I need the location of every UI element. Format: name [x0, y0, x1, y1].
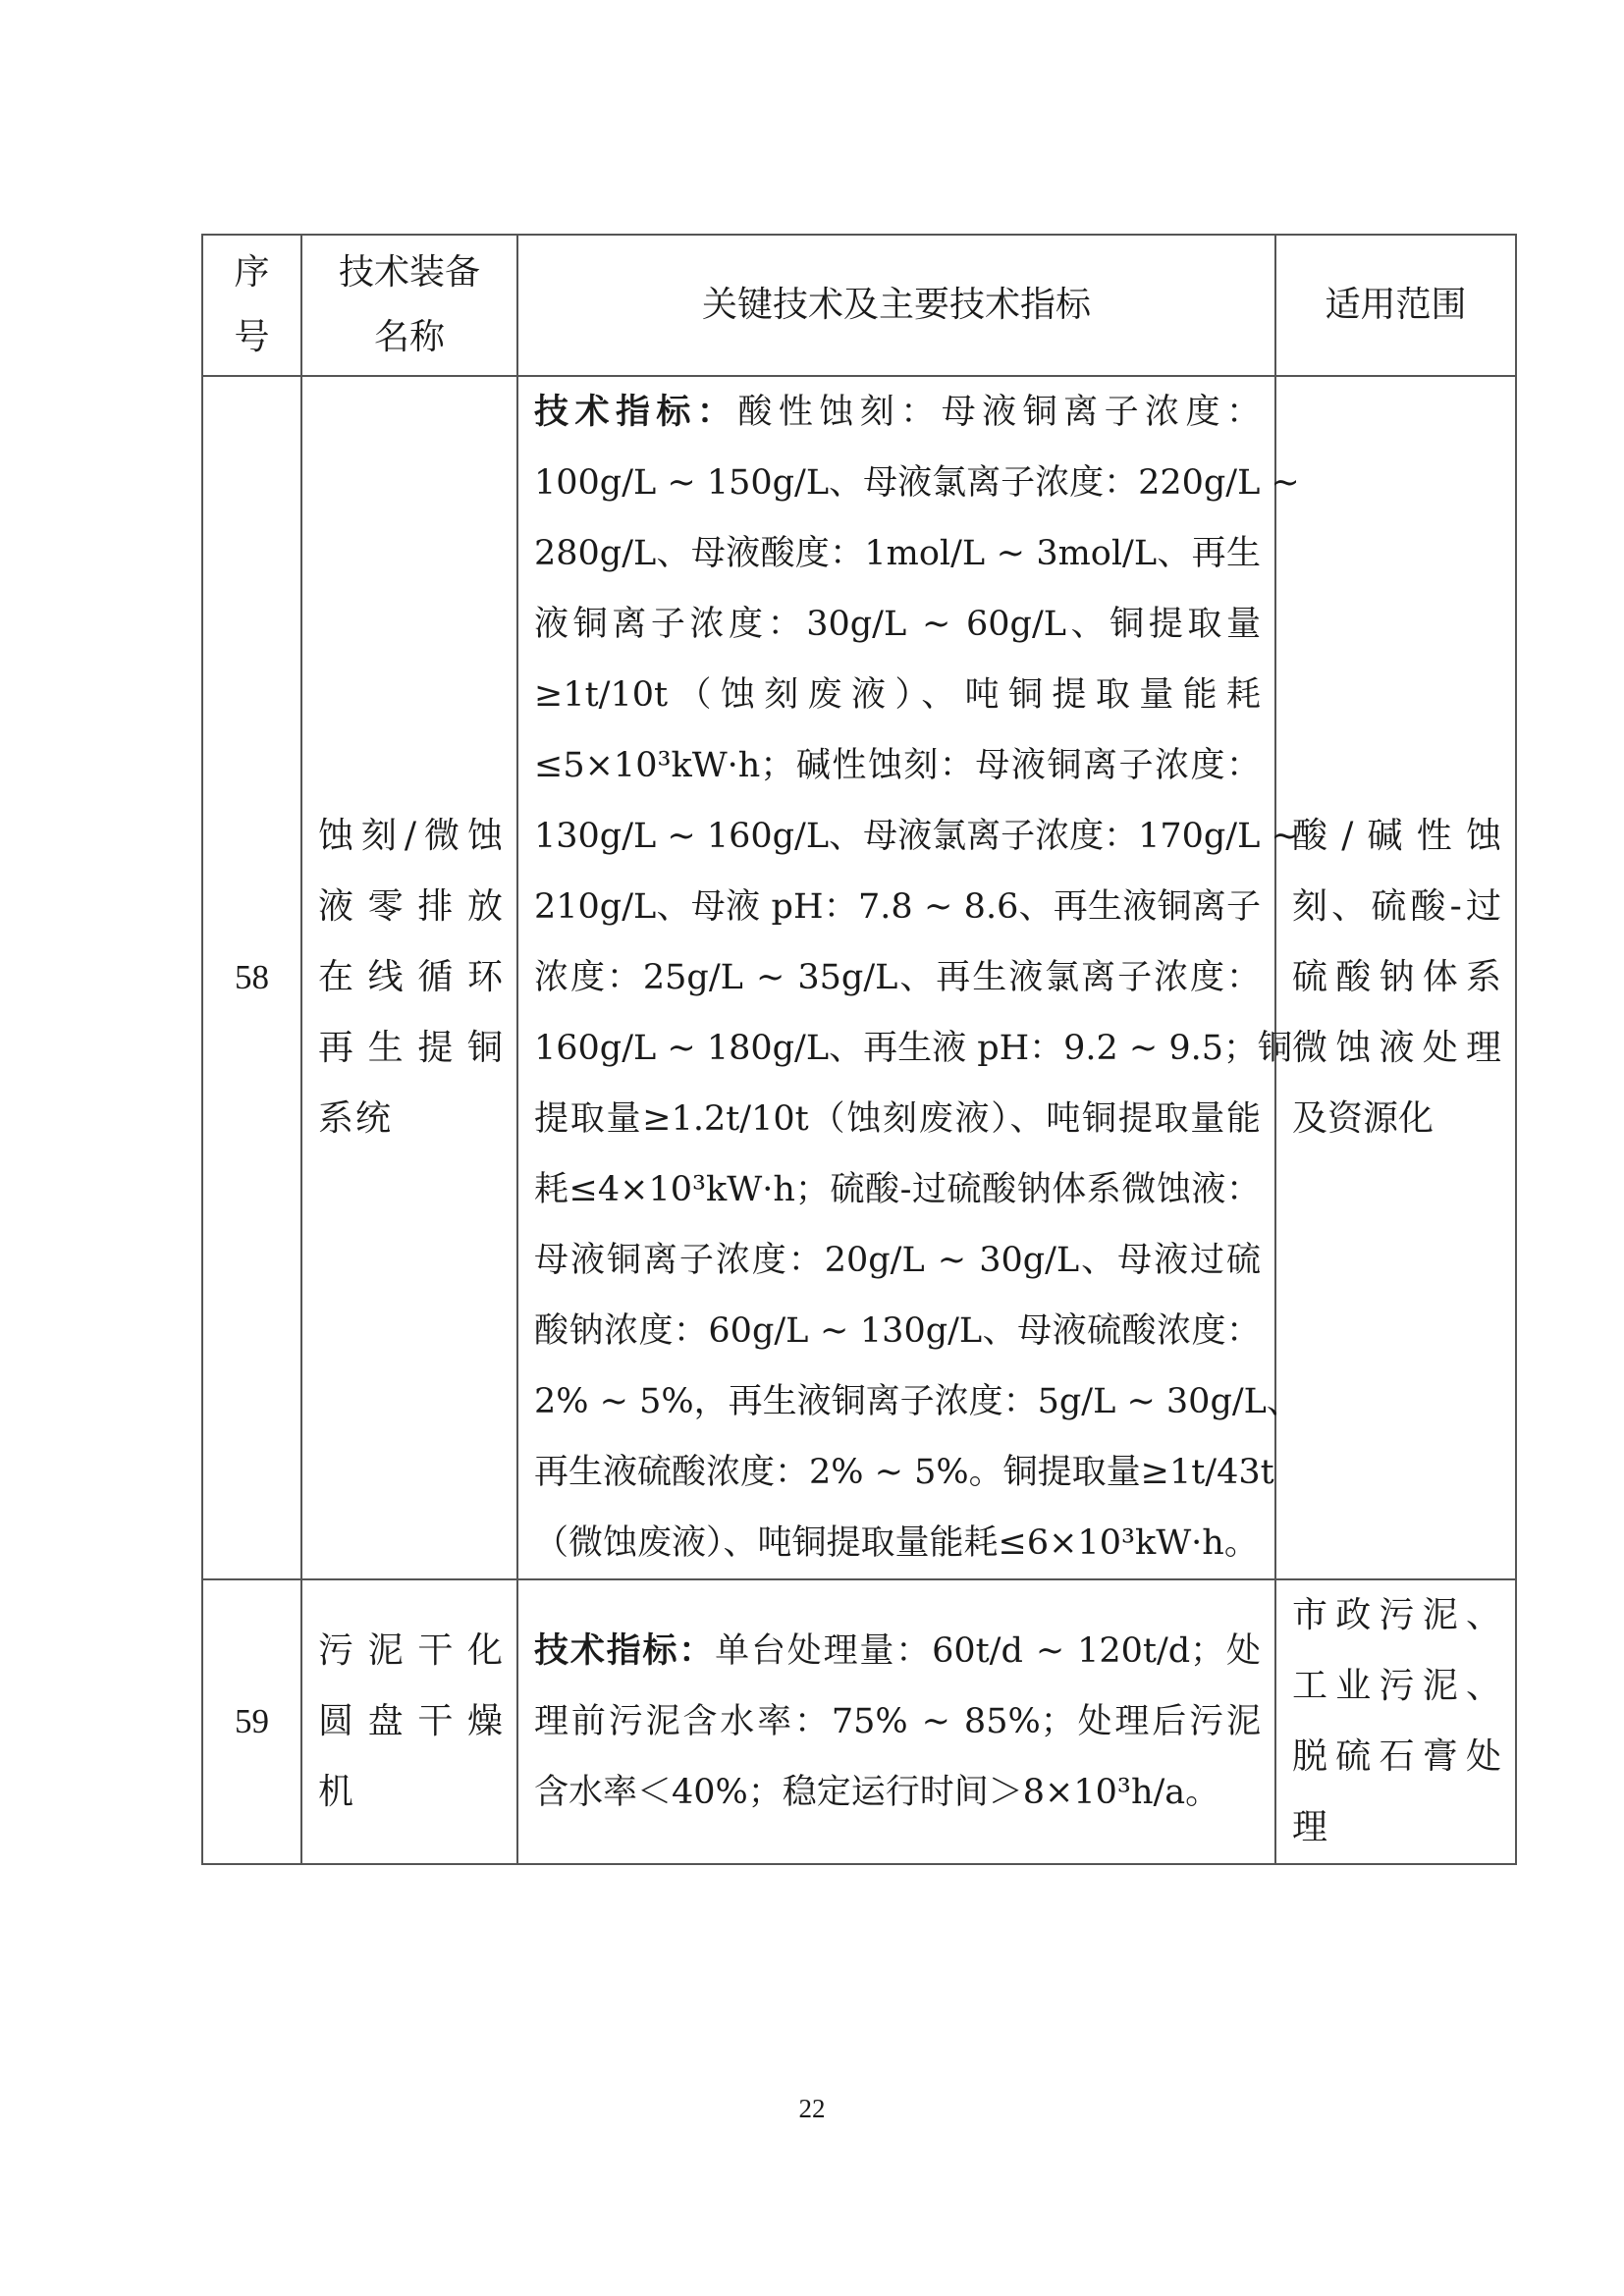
page-number: 22 [798, 2094, 826, 2123]
scope-line: 市政污泥、 [1292, 1595, 1501, 1635]
metric-line [534, 377, 1261, 448]
scope-line: 理 [1292, 1807, 1328, 1847]
metric-line: 160g/L ~ 180g/L、再生液 pH：9.2 ~ 9.5；铜 [534, 1029, 1293, 1068]
row-technical-indicators [517, 1579, 1275, 1864]
header-seq-line-2: 号 [234, 317, 270, 357]
scope-line: 刻、硫酸-过 [1292, 886, 1501, 927]
scope-line: 及资源化 [1292, 1098, 1435, 1139]
metric-line: 含水率＜40%；稳定运行时间＞8×10³h/a。 [534, 1773, 1220, 1812]
header-scope: 适用范围 [1275, 235, 1516, 376]
metric-line: 130g/L ~ 160g/L、母液氯离子浓度：170g/L ~ [534, 817, 1300, 856]
metric-line: 理前污泥含水率：75% ~ 85%；处理后污泥 [534, 1702, 1261, 1741]
header-seq [202, 235, 301, 376]
metric-line: 280g/L、母液酸度：1mol/L ~ 3mol/L、再生 [534, 534, 1261, 573]
metric-line: 酸钠浓度：60g/L ~ 130g/L、母液硫酸浓度： [534, 1311, 1261, 1351]
row-application-scope [1275, 376, 1516, 1579]
row-seq: 59 [202, 1579, 301, 1864]
metric-line: 母液铜离子浓度：20g/L ~ 30g/L、母液过硫 [534, 1241, 1261, 1280]
header-seq-line-1: 序 [234, 252, 270, 293]
table-row [202, 376, 1516, 1579]
name-line: 系统 [318, 1098, 394, 1139]
metric-text: 单台处理量：60t/d ~ 120t/d；处 [715, 1631, 1261, 1671]
name-line: 圆盘干燥 [318, 1701, 505, 1741]
metric-line: 耗≤4×10³kW·h；硫酸-过硫酸钠体系微蚀液： [534, 1170, 1261, 1209]
metric-label: 技术指标： [534, 1631, 716, 1671]
table-header-row [202, 235, 1516, 376]
metric-line: 210g/L、母液 pH：7.8 ~ 8.6、再生液铜离子 [534, 887, 1261, 927]
metric-line: 液铜离子浓度：30g/L ~ 60g/L、铜提取量 [534, 605, 1261, 644]
metric-label: 技术指标： [534, 393, 738, 432]
scope-line: 硫酸钠体系 [1292, 957, 1501, 997]
metric-line: ≤5×10³kW·h；碱性蚀刻：母液铜离子浓度： [534, 746, 1261, 785]
row-application-scope [1275, 1579, 1516, 1864]
metric-line: ≥1t/10t（蚀刻废液）、吨铜提取量能耗 [534, 675, 1261, 715]
row-equipment-name [301, 1579, 517, 1864]
metric-line: 浓度：25g/L ~ 35g/L、再生液氯离子浓度： [534, 958, 1261, 997]
scope-line: 工业污泥、 [1292, 1666, 1501, 1706]
metric-line: 提取量≥1.2t/10t（蚀刻废液）、吨铜提取量能 [534, 1099, 1261, 1139]
scope-line: 脱硫石膏处 [1292, 1736, 1501, 1777]
scope-line: 酸/碱性蚀 [1292, 816, 1501, 856]
name-line: 蚀刻/微蚀 [318, 816, 505, 856]
metric-line: 2% ~ 5%，再生液铜离子浓度：5g/L ~ 30g/L、 [534, 1382, 1301, 1421]
row-seq: 58 [202, 376, 301, 1579]
header-name [301, 235, 517, 376]
row-equipment-name [301, 376, 517, 1579]
header-name-line-1: 技术装备 [338, 252, 480, 293]
technology-table [201, 234, 1517, 1865]
name-line: 机 [318, 1772, 356, 1812]
header-name-line-2: 名称 [373, 317, 445, 357]
header-metrics: 关键技术及主要技术指标 [517, 235, 1275, 376]
metric-line [534, 1616, 1261, 1686]
name-line: 再生提铜 [318, 1028, 505, 1068]
metric-line: 100g/L ~ 150g/L、母液氯离子浓度：220g/L ~ [534, 463, 1300, 503]
row-technical-indicators [517, 376, 1301, 1579]
name-line: 污泥干化 [318, 1630, 505, 1671]
scope-line: 微蚀液处理 [1292, 1028, 1501, 1068]
metric-text: 酸性蚀刻：母液铜离子浓度： [737, 393, 1261, 432]
metric-line: （微蚀废液）、吨铜提取量能耗≤6×10³kW·h。 [534, 1523, 1259, 1563]
name-line: 在线循环 [318, 957, 505, 997]
name-line: 液零排放 [318, 886, 505, 927]
metric-line: 再生液硫酸浓度：2% ~ 5%。铜提取量≥1t/43t [534, 1453, 1274, 1492]
table-row [202, 1579, 1516, 1864]
